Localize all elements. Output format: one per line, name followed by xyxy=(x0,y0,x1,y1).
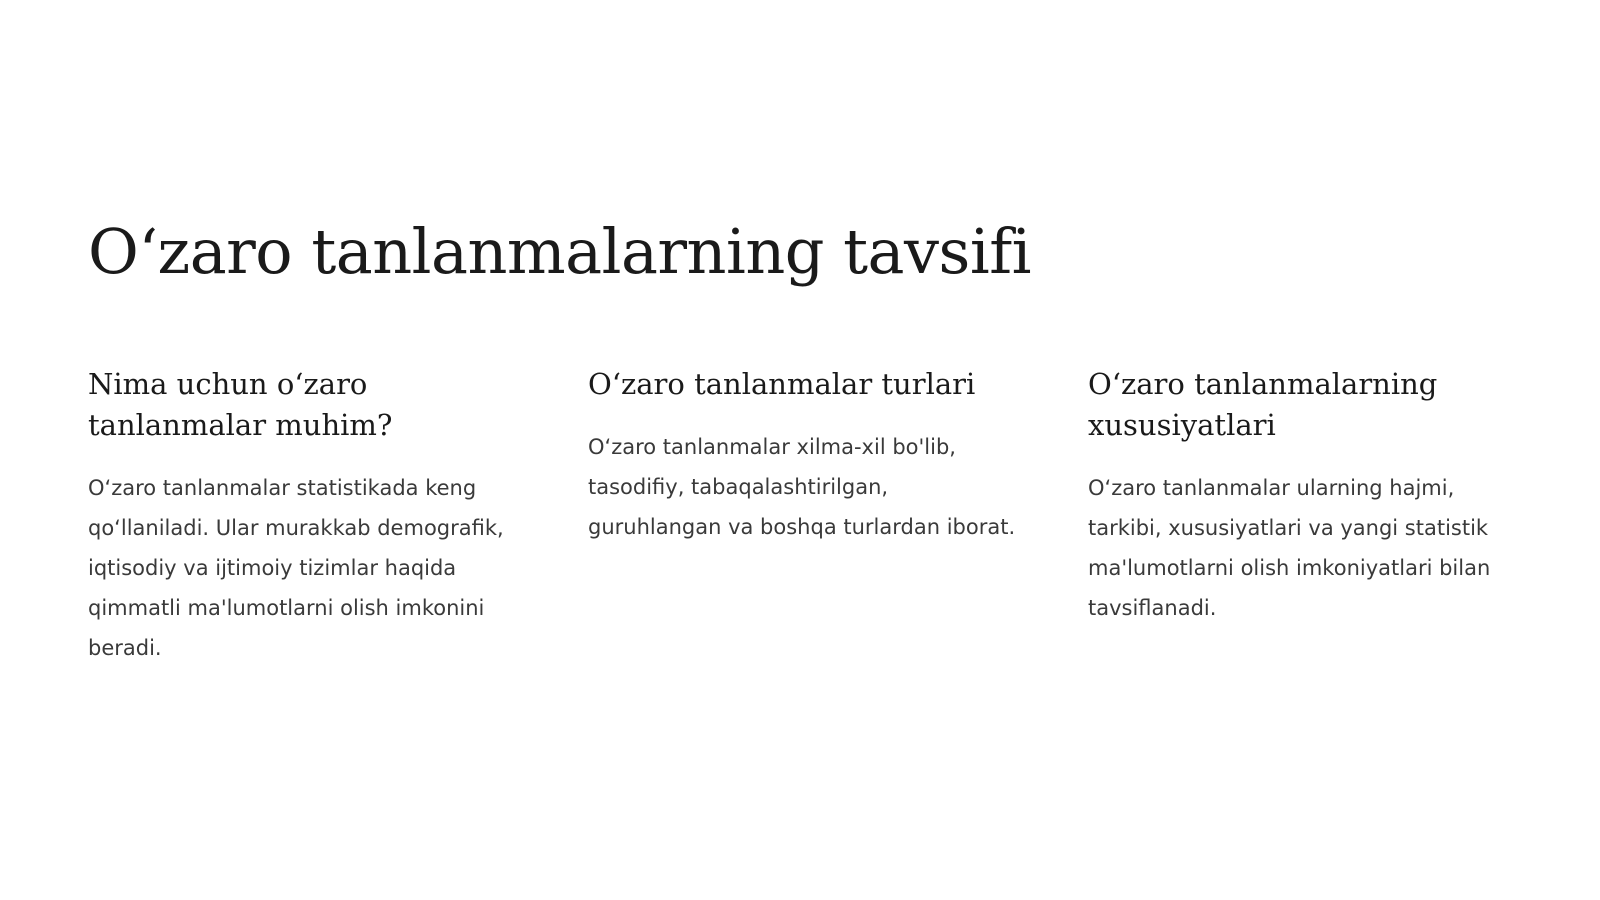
column-heading: O‘zaro tanlanmalarning xususiyatlari xyxy=(1088,367,1438,442)
column-heading: Nima uchun o‘zaro tanlanmalar muhim? xyxy=(88,367,393,442)
column-body: O‘zaro tanlanmalar xilma-xil bo'lib, tasodifiy, tabaqalashtirilgan, guruhlangan va boshqa turlardan iborat. xyxy=(588,435,1016,539)
column-body: O‘zaro tanlanmalar statistikada keng qo‘llaniladi. Ular murakkab demografik, iqtisodiy va ijtimoiy tizimlar haqida qimmatli ma'lumotlarni olish imkonini beradi. xyxy=(88,476,504,660)
slide-title: O‘zaro tanlanmalarning tavsifi xyxy=(88,215,1031,288)
column-heading: O‘zaro tanlanmalar turlari xyxy=(588,367,976,401)
column-body: O‘zaro tanlanmalar ularning hajmi, tarkibi, xususiyatlari va yangi statistik ma'lumotlarni olish imkoniyatlari bilan tavsiflanadi. xyxy=(1088,476,1491,620)
column-why-important xyxy=(88,364,528,668)
column-types xyxy=(588,364,1028,547)
column-properties xyxy=(1088,364,1528,628)
